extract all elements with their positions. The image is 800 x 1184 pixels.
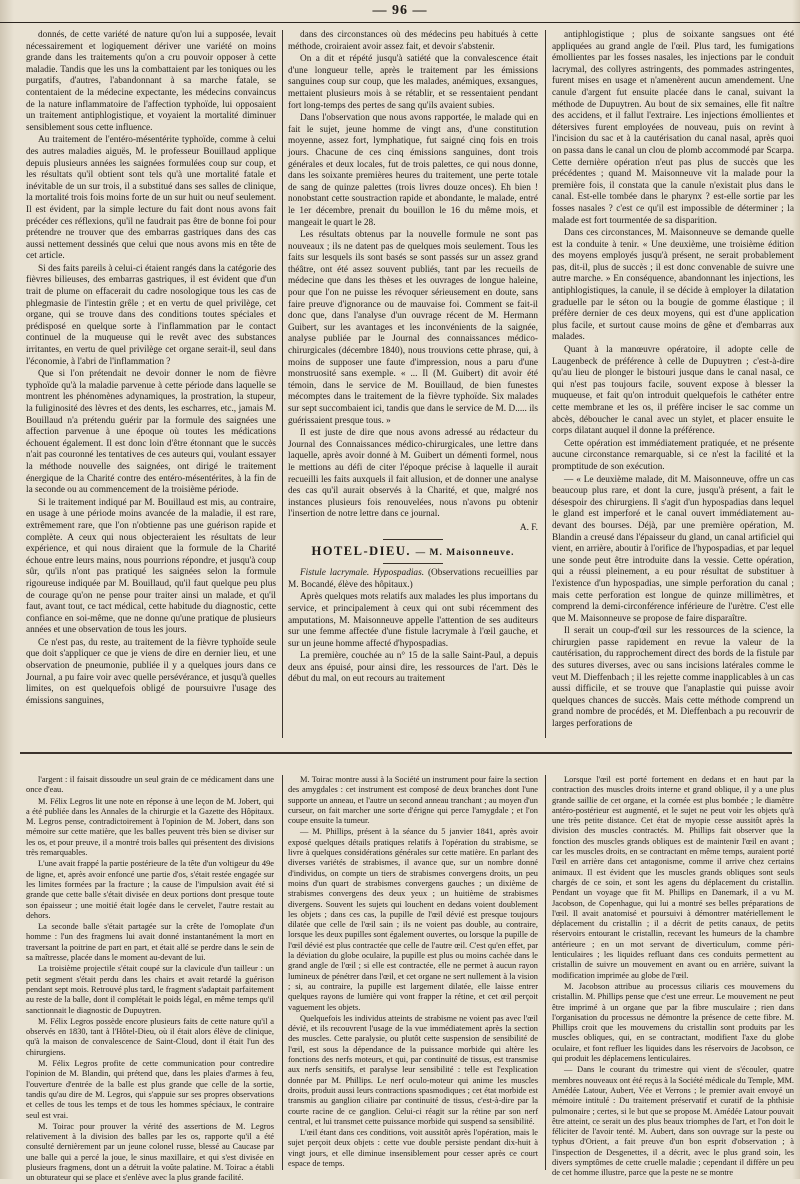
page-number: — 96 — xyxy=(372,3,428,18)
paragraph: Si le traitement indiqué par M. Bouillaud est mis, au contraire, en usage à une période moins avancée de la maladie, il est rare, extrêmement rare, que l'on n'obtienne pas une guérison rapide et complète. A ceux qui nous objecteraient les résultats de leur expérience, et qui nous diraient que la formule de la Charité échoue entre leurs mains, nous pourrions répondre, et jusqu'à coup sûr, qu'ils n'ont pas pratiqué les saignées selon la formule rigoureuse indiquée par M. Bouillaud, qu'il faut quelque peu plus de courage qu'on ne pense pour traiter ainsi un malade, et qu'il faut, avant tout, ce tact médical, cette habitude du diagnostic, cette confiance en soi-même, que ne donne qu'une pratique de plusieurs années et une observation de tous les jours. xyxy=(26,497,276,636)
column-rule xyxy=(282,30,283,738)
paragraph: M. Félix Legros lit une note en réponse à une leçon de M. Jobert, qui a été publiée dans les Annales de la chirurgie et la Gazette des Hôpitaux. M. Legros pense, contradictoirement à l'opinion de M. Jobert, dans son mémoire sur cette matière, que les balles peuvent très bien se diviser sur les os, et pour preuve, il a montré trois balles qui présentent des divisions très remarquables. xyxy=(26,796,274,858)
upper-column-right xyxy=(552,30,794,738)
lower-column-left xyxy=(26,775,274,1183)
paragraph: Lorsque l'œil est porté fortement en dedans et en haut par la contraction des muscles droits interne et grand oblique, il y a une plus grande saillie de cet organe, et la cornée est plus bombée ; le diamètre antéro-postérieur est augmenté, et le sujet ne peut voir les objets qu'à une très petite distance. Cet état de myopie cesse aussitôt après la division des muscles contractés. M. Phillips fait observer que la fonction des muscles grands obliques est de maintenir l'œil en avant ; car les muscles droits, en se contractant en même temps, auraient porté l'œil en arrière dans cet antagonisme, comme il arrive chez certains animaux. Il est évident que les muscles grands obliques sont seuls chargés de ce soin, et sont les agens du déplacement du cristallin. Pendant un voyage que fit M. Phillips en Danemark, il a vu M. Jacobson, de Copenhague, qui lui a montré ses belles préparations de l'œil. Il avait anatomisé et poursuivi à démontrer matériellement le déplacement du cristallin ; il a décrit de petits canaux, de petits réservoirs entourant le cristallin, recevant les humeurs de la chambre antérieure ; en un mot servant de diverticulum, comme péri-lenticulaires ; les liquides refluant dans ces conduits permettent au cristallin de suivre un mouvement en avant ou en arrière, suivant la modification imprimée au globe de l'œil. xyxy=(552,775,794,980)
paragraph: Quant à la manœuvre opératoire, il adopte celle de Laugenbeck de préférence à celle de Dupuytren ; c'est-à-dire qu'au lieu de plonger le bistouri jusque dans le canal nasal, ce qui n'est pas toujours facile, souvent expose à blesser la muqueuse, et fait qu'on introduit quelquefois le cathéter entre cette membrane et les os, il préfère inciser le sac comme un abcès, déboucher le canal avec un stylet, et placer ensuite le corps dilatant auquel il donne la préférence. xyxy=(552,345,794,437)
paragraph: Après quelques mots relatifs aux malades les plus importans du service, et principalement à ceux qui ont subi récemment des amputations, M. Maisonneuve appelle l'attention de ses auditeurs sur une femme affectée d'une fistule lacrymale à l'œil gauche, et sur un jeune homme affecté d'hypospadias. xyxy=(288,592,538,649)
paragraph: antiphlogistique ; plus de soixante sangsues ont été appliquées au grand angle de l'œil. Plus tard, les fumigations émollientes par les fosses nasales, les injections par le conduit lacrymal, des collyres astringents, des pommades astringentes, furent mises en usage et n'amenèrent aucun amendement. Une canule d'argent fut ensuite placée dans le canal, suivant la méthode de Dupuytren. Au bout de six semaines, elle fit naître des accidens, et il fallut l'extraire. Les injections émollientes et détersives furent employées de nouveau, puis on revint à l'incision du sac et à la cautérisation du canal nasal, après quoi on passa dans le canal un clou de plomb accommodé par Scarpa. Cette dernière opération n'eut pas plus de succès que les précédentes ; quand M. Maisonneuve vit la malade pour la première fois, il constata que la canule n'existait plus dans le canal. Est-elle tombée dans le pharynx ? est-elle sortie par les fosses nasales ? c'est ce qu'il est impossible de déterminer ; la malade est fort tourmentée de sa disparition. xyxy=(552,30,794,226)
column-rule xyxy=(282,775,283,1170)
divider xyxy=(383,563,443,564)
section-title: HOTEL-DIEU. xyxy=(311,543,412,558)
paragraph: L'une avait frappé la partie postérieure de la tête d'un voltigeur du 49e de ligne, et, après avoir enfoncé une partie d'os, s'était restée engagée sur les limites formées par la fracture ; la cause de l'impulsion avait été si grande que cette balle s'était divisée en deux portions dont presque toute son épaisseur ; une moitié était logée dans le cervelet, l'autre restait au dehors. xyxy=(26,859,274,920)
paragraph: Quelquefois les individus atteints de strabisme ne voient pas avec l'œil dévié, et ils recouvrent l'usage de la vue immédiatement après la section des muscles. Cette paralysie, ou plutôt cette suspension de sensibilité de l'œil, est sous la dépendance de la puissance morbide qui altère les fonctions des nerfs moteurs, et qui, par continuité de tissus, est transmise aux nerfs sensitifs, et paralyse leur sensibilité : telle est l'explication donnée par M. Phillips. Le nerf oculo-moteur qui anime les muscles droits, produit aussi leurs contractions spasmodiques ; cet état morbide est transmis au ganglion ciliaire par continuité de tissus, c'est-à-dire par la courte racine de ce ganglion. Celui-ci réagit sur la rétine par son nerf central, et lui transmet cette puissance morbide qui suspend sa sensibilité. xyxy=(288,1013,538,1126)
lower-column-middle xyxy=(288,775,538,1170)
paragraph: Que si l'on prétendait ne devoir donner le nom de fièvre typhoïde qu'à la maladie parvenue à cette période dans laquelle se montrent les phénomènes adynamiques, la prostration, la stupeur, la fuliginosité des lèvres et des dents, les escharres, etc., jamais M. Bouillaud n'a prétendu guérir par la formule des saignées une affection parvenue à une époque où toutes les médications échouent également. Il est donc loin d'être étonnant que le succès n'ait pas couronné les tentatives de ces auteurs qui, voulant essayer la méthode nouvelle des saignées, ont dirigé le traitement énergique de la Charité contre des entéro-mésentérites, à la fin de la seconde ou au commencement de la troisième période. xyxy=(26,369,276,496)
paragraph: M. Jacobson attribue au processus ciliaris ces mouvemens du cristallin. M. Phillips pense que c'est une erreur. Le mouvement ne peut être imprimé à un organe que par la fibre musculaire ; rien dans l'organisation du processus ne démontre la présence de cette fibre. M. Phillips croit que les mouvemens du cristallin sont produits par les muscles obliques, qui, en se contractant, modifient l'axe du globe oculaire, et font refluer les liquides dans les réservoirs de Jacobson, ce qui produit les déplacemens lenticulaires. xyxy=(552,981,794,1064)
running-head xyxy=(0,0,800,23)
paragraph: Les résultats obtenus par la nouvelle formule ne sont pas nouveaux ; ils ne datent pas de quelques mois seulement. Tous les faits sur lesquels ils sont basés se sont passés sur un assez grand théâtre, ont été assez souvent publiés, tant par les recueils de médecine que dans les thèses et les ouvrages de longue haleine, pour que l'on ne puisse les révoquer sérieusement en doute, sans faire preuve d'ignorance ou de mauvaise foi. Comment se fait-il donc que, dans l'analyse d'un ouvrage récent de M. Hermann Guibert, sur les avantages et les inconvénients de la saignée, analyse publiée par le Journal des connaissances médico-chirurgicales (décembre 1840), nous trouvions cette phrase, qui, à moins de supposer une faute d'impression, nous a paru d'une monstruosité sans exemple. « ... Il (M. Guibert) dit avoir été témoin, dans le service de M. Bouillaud, de bien funestes mécomptes dans le traitement de la fièvre typhoïde. Six malades sur sept succombaient ici, tandis que dans le service de M. D..... ils guérissaient presque tous. » xyxy=(288,230,538,426)
section-title-suffix: — M. Maisonneuve. xyxy=(415,547,515,558)
section-separator xyxy=(20,752,792,754)
paragraph: Au traitement de l'entéro-mésentérite typhoïde, comme à celui des autres maladies aiguës, M. le professeur Bouillaud applique depuis plusieurs années les saignées formulées coup sur coup, et les résultats qu'il obtient sont tels qu'à une mortalité fatale et inévitable de un sur trois, il a substitué dans ses salles de clinique, la mortalité trois fois moins forte de un sur huit ou neuf seulement. Il est évident, par la simple lecture du fait dont nous avons fait précéder ces réflexions, qu'il ne faudrait pas être de bonne foi pour prétendre ne trouver que des embarras gastriques dans des cas aussi nettement dessinés que celui que nous avons mis en tête de cet article. xyxy=(26,135,276,262)
case-title-main: Fistule lacrymale. Hypospadias. xyxy=(300,568,425,579)
paragraph: La troisième projectile s'était coupé sur la clavicule d'un tailleur : un petit segment s'était perdu dans les chairs et avait retardé la guérison pendant sept mois. Retrouvé plus tard, le fragment s'adaptait parfaitement au reste de la balle, dont il complétait le poids légal, en même temps qu'il sanctionnait le diagnostic de Dupuytren. xyxy=(26,964,274,1015)
paragraph: — « Le deuxième malade, dit M. Maisonneuve, offre un cas beaucoup plus rare, et dont la cure, jusqu'à présent, a fait le désespoir des chirurgiens. Il s'agit d'un hypospadias dans lequel le gland est imperforé et le canal ouvert immédiatement au-devant des bourses. Déjà, par une première opération, M. Blandin a creusé dans l'épaisseur du gland, un canal artificiel qui vient, en arrière, aboutir à l'orifice de l'hypospadias, et par lequel une sonde peut être introduite dans la vessie. Cette opération, qui a réussi pleinement, a eu pour résultat de substituer à l'existence d'un hypospadias, une simple perforation du canal ; mais cette perforation est longue de quinze millimètres, et comprend la demi-circonférence inférieure de l'urètre. C'est elle que M. Maisonneuve se propose de faire disparaître. xyxy=(552,474,794,624)
paragraph: — Dans le courant du trimestre qui vient de s'écouler, quatre membres nouveaux ont été reçus à la Société médicale du Temple, MM. Amédée Latour, Aubert, Vée et Verrons ; le premier avait envoyé un mémoire intitulé : Du traitement préservatif et curatif de la phthisie pulmonaire ; certes, si le but que se propose M. Amédée Latour pouvait être atteint, ce serait un des plus beaux triomphes de l'art, et l'on doit le féliciter de l'avoir tenté. M. Aubert, dans son ouvrage sur la peste ou typhus d'Orient, a fait preuve d'un bon esprit d'observation ; à l'inspection de Desgenettes, il a décrit, avec le plus grand soin, les divers symptômes de cette cruelle maladie ; cependant il diffère un peu de cet homme illustre, parce que la peste ne se montre xyxy=(552,1065,794,1178)
paragraph: M. Félix Legros profite de cette communication pour contredire l'opinion de M. Blandin, qui prétend que, dans les plaies d'armes à feu, l'ouverture d'entrée de la balle est plus grande que celle de la sortie, tandis qu'au dire de M. Legros, qui s'appuie sur ses propres observations et celles de tous les temps et de tous les hommes spéciaux, le contraire seul est vrai. xyxy=(26,1059,274,1120)
paragraph: Cette opération est immédiatement pratiquée, et ne présente aucune circonstance remarquable, si ce n'est la facilité et la promptitude de son exécution. xyxy=(552,438,794,472)
upper-column-left xyxy=(26,30,276,738)
paragraph: L'œil étant dans ces conditions, voit aussitôt après l'opération, mais le sujet perçoit deux objets : cette vue double persiste pendant dix-huit à vingt jours, et elle diminue insensiblement pour cesser après ce court espace de temps. xyxy=(288,1128,538,1168)
paragraph: On a dit et répété jusqu'à satiété que la convalescence était d'une longueur telle, après le traitement par les émissions sanguines coup sur coup, que les malades, anémiques, exsangues, mettaient plusieurs mois à se rétablir, et se ressentaient pendant fort long-temps des pertes de sang qu'ils avaient subies. xyxy=(288,54,538,111)
case-title xyxy=(288,568,538,591)
paragraph: l'argent : il faisait dissoudre un seul grain de ce médicament dans une once d'eau. xyxy=(26,775,274,795)
page-edge-shadow-left xyxy=(0,0,14,1179)
paragraph: Dans l'observation que nous avons rapportée, le malade qui en fait le sujet, jeune homme de vingt ans, d'une constitution moyenne, assez fort, lymphatique, fut saigné cinq fois en trois jours. Chacune de ces cinq émissions sanguines, dont trois générales et deux locales, fut de trois palettes, ce qui nous donne, dans les soixante premières heures du traitement, une perte totale de sang de quinze palettes (trois livres douze onces). Eh bien ! nonobstant cette soustraction rapide et abondante, le malade, entré le 1er décembre, prenait du bouillon le 16 du même mois, et mangeait le quart le 28. xyxy=(288,113,538,228)
section-heading xyxy=(288,543,538,560)
paragraph: dans des circonstances où des médecins peu habitués à cette méthode, croiraient avoir assez fait, et devoir s'abstenir. xyxy=(288,30,538,52)
article-signature: A. F. xyxy=(519,522,538,533)
paragraph: La première, couchée au n° 15 de la salle Saint-Paul, a depuis deux ans épuisé, pour ainsi dire, les ressources de l'art. Dès le début du mal, on eut recours au traitement xyxy=(288,651,538,685)
case-title-sub: (Observations recueillies par M. Bocandé, élève des hôpitaux.) xyxy=(288,568,539,590)
paragraph: Si des faits pareils à celui-ci étaient rangés dans la catégorie des fièvres bilieuses, des embarras gastriques, il est évident que d'un trait de plume on effacerait du cadre nosologique tous les cas de phlegmasie de l'intestin grêle ; et en vertu de quel privilège, cet organe, qui se trouve dans des conditions toutes spéciales et prédisposé en quelque sorte à l'inflammation par le contact continuel de la muqueuse qui le revêt avec des substances irritantes, en vertu de quel privilège cet organe serait-il, seul dans l'économie, à l'abri de l'inflammation ? xyxy=(26,263,276,367)
paragraph: Dans ces circonstances, M. Maisonneuve se demande quelle est la conduite à tenir. « Une deuxième, une troisième édition des moyens employés jusqu'à présent, ne serait probablement pas, dit-il, plus de succès ; il est donc convenable de suivre une autre marche. » En conséquence, abandonnant les injections, les antiphlogistiques, la canule, il se décide à employer la dilatation graduelle par le séton ou la bougie de gomme élastique ; il préfère dernier de ces deux moyens, qui est d'une application plus facile, et surtout cause moins de gêne et d'embarras aux malades. xyxy=(552,228,794,343)
paragraph: M. Félix Legros possède encore plusieurs faits de cette nature qu'il a observés en 1830, tant à l'Hôtel-Dieu, où il était alors élève de clinique, qu'à la maison de convalescence de Saint-Cloud, dont il était l'un des chirurgiens. xyxy=(26,1016,274,1057)
paragraph: Ce n'est pas, du reste, au traitement de la fièvre typhoïde seule que doit s'appliquer ce que je viens de dire en dernier lieu, et une observation de pneumonie, publiée il y a quelques jours dans ce Journal, a pu faire voir avec quelle persévérance, et jusqu'à quelles limites, on est quelquefois obligé de poursuivre l'usage des émissions sanguines, xyxy=(26,637,276,706)
paragraph: La seconde balle s'était partagée sur la crête de l'omoplate d'un homme : l'un des fragmens lui avait donné instantanément la mort en traversant la poitrine de part en part, et était allé se perdre dans le sein de sa maîtresse, placée dans le moment au-devant de lui. xyxy=(26,922,274,963)
paragraph: M. Toirac pour prouver la vérité des assertions de M. Legros relativement à la division des balles par les os, rapporte qu'il a été consulté dernièrement par un jeune colonel russe, blessé au Caucase par une balle qui a percé la joue, le sinus maxillaire, et qui s'est divisée en plusieurs fragmens, dont un a détruit la voûte palatine. M. Toirac a établi un obturateur qui se place et s'enlève avec la plus grande facilité. xyxy=(26,1121,274,1183)
paragraph: M. Toirac montre aussi à la Société un instrument pour faire la section des amygdales : cet instrument est composé de deux branches dont l'une supporte un anneau, et l'autre un second anneau tranchant ; au moyen d'un curseur, on fait marcher une sorte d'érigne qui perce l'amygdale ; et l'on coupe ensuite la tumeur. xyxy=(288,775,538,826)
column-rule xyxy=(545,775,546,1170)
paragraph: — M. Phillips, présent à la séance du 5 janvier 1841, après avoir exposé quelques détails pratiques relatifs à l'opération du strabisme, se livre à quelques considérations générales sur cette matière. En parlant des diverses variétés de strabismes, il avance que, sur un nombre donné d'individus, on compte un tiers de strabismes convergens droits, un peu moins d'un quart de strabismes convergens gauches ; un dixième de strabismes convergens des deux yeux ; un huitième de strabismes divergens. Souvent les sujets qui louchent en dedans voient doublement les objets ; dans ces cas, la pupille de l'œil dévié est presque toujours dilatée que celle de l'œil sain ; ils ne voient pas double, au contraire, lorsque les deux pupilles sont également ouvertes, ou lorsque la pupille de l'œil dévié est plus contractée que celle de l'autre œil. C'est qu'en effet, par la déviation du globe oculaire, la pupille est plus ou moins cachée dans le grand angle de l'œil ; si elle est contractée, elle ne permet à aucun rayon lumineux de pénétrer dans l'œil, et cet organe ne sert nullement à la vision ; si, au contraire, la pupille est largement dilatée, elle laisse entrer quelques rayons de lumière qui vont frapper la rétine, et cet œil perçoit vaguement les objets. xyxy=(288,827,538,1012)
column-rule xyxy=(545,30,546,738)
upper-column-middle xyxy=(288,30,538,738)
divider xyxy=(383,539,443,540)
lower-column-right xyxy=(552,775,794,1178)
paragraph: Il est juste de dire que nous avons adressé au rédacteur du Journal des Connaissances médico-chirurgicales, une lettre dans laquelle, après avoir donné à M. Guibert un démenti formel, nous le mettions au défi de citer l'époque précise à laquelle il aurait recueilli les faits auxquels il fait allusion, et de donner une analyse des cas qu'il aurait observés à la Charité, et que, malgré nos instances plusieurs fois renouvelées, nous n'avons pu obtenir l'insertion de notre lettre dans ce journal. xyxy=(288,428,538,520)
paragraph: donnés, de cette variété de nature qu'on lui a supposée, levait nécessairement et logiquement dériver une variété on moins grande dans les traitements qu'on a cru pouvoir opposer à cette maladie. Tandis que les uns la combattaient par les toniques ou les purgatifs, d'autres, l'abandonnant à sa marche fatale, se contentaient de la médecine expectante, les médecins convaincus de la nature inflammatoire de l'affection typhoïde, lui opposaient un traitement antiphlogistique, et voyaient la mortalité diminuer sensiblement sous cette influence. xyxy=(26,30,276,133)
paragraph: Il serait un coup-d'œil sur les ressources de la science, la chirurgien passe rapidement en revue la valeur de la cautérisation, du rapprochement direct des bords de la fistule par des sutures diverses, avec ou sans incisions latérales comme le veut M. Dieffenbach ; il les rejette comme inapplicables à un cas aussi difficile, et se trouve que l'anaplastie qui puisse avoir quelques chances de succès. Mais cette méthode comprend un grand nombre de procédés, et M. Dieffenbach a pu recouvrir de larges perforations de xyxy=(552,626,794,730)
